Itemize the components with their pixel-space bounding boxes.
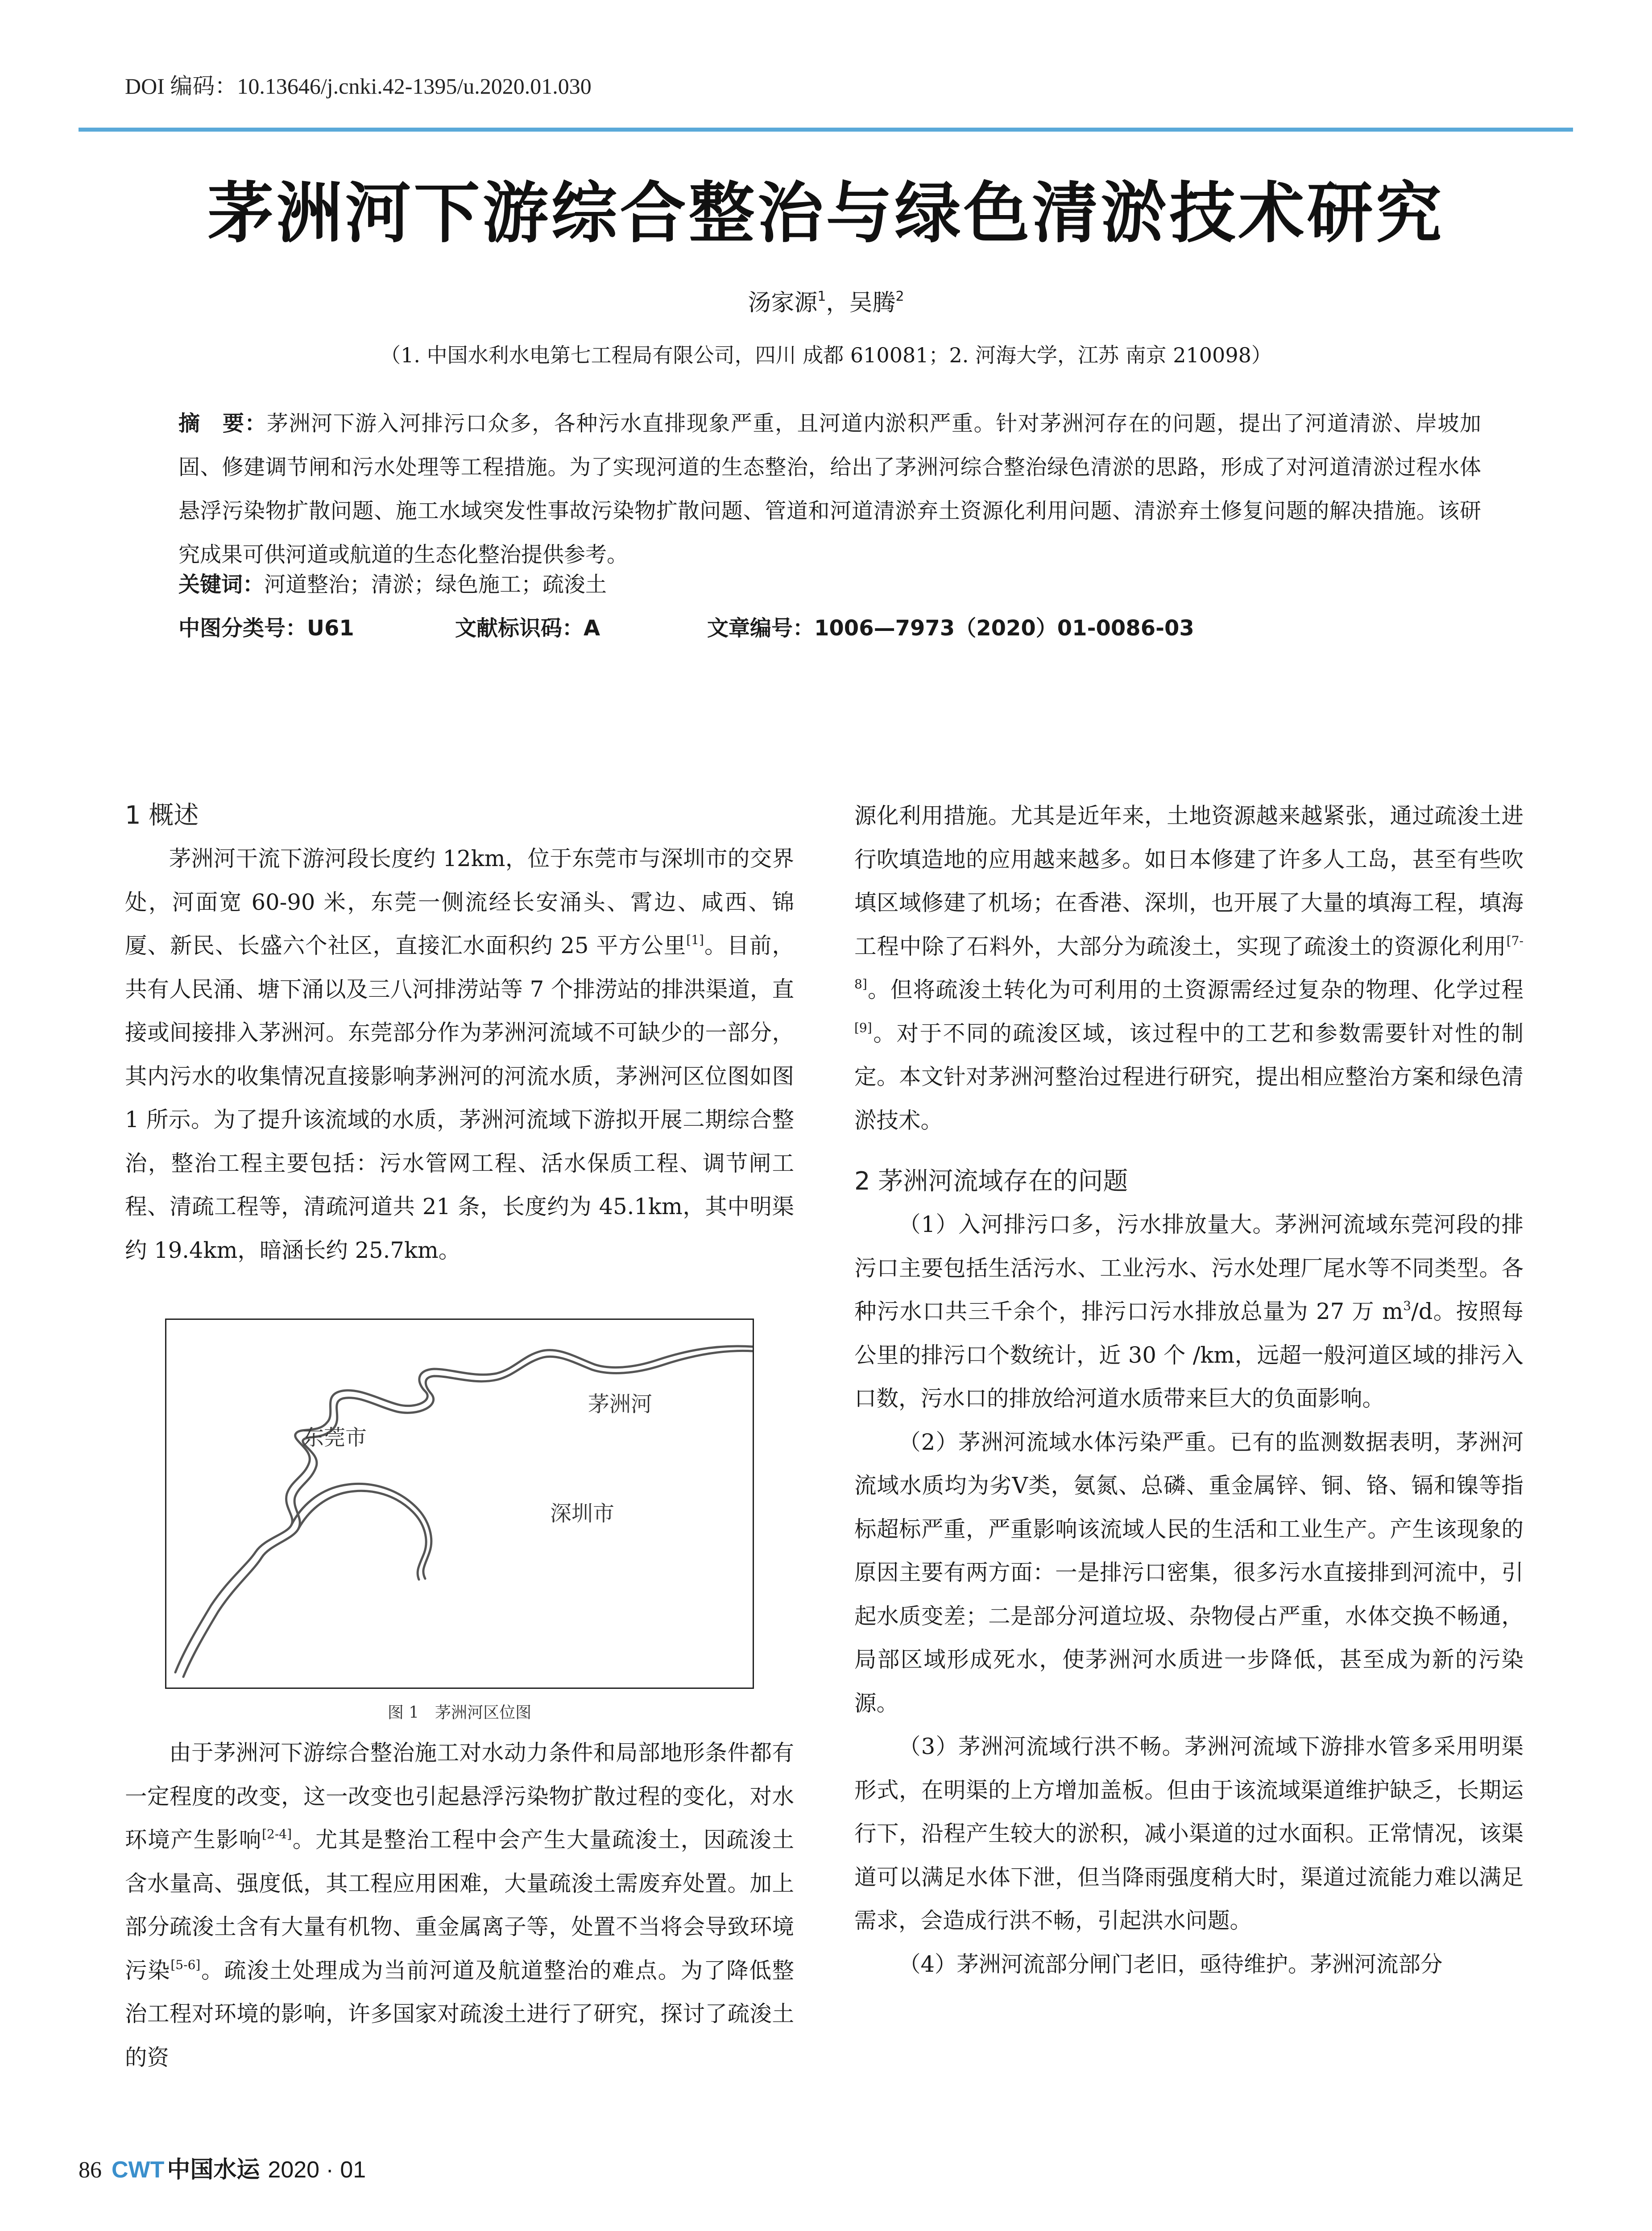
reference-mark: [1] [686,933,704,947]
paragraph-text: 由于茅洲河下游综合整治施工对水动力条件和局部地形条件都有一定程度的改变，这一改变也引起悬浮污染物扩散过程的变化，对水环境产生影响 [125,1740,794,1853]
paragraph-text: 源化利用措施。尤其是近年来，土地资源越来越紧张，通过疏浚土进行吹填造地的应用越来越多。如日本修建了许多人工岛，甚至有些吹填区域修建了机场；在香港、深圳，也开展了大量的填海工程，填海工程中除了石料外，大部分为疏浚土，实现了疏浚土的资源化利用 [854,803,1524,959]
author-line [0,284,1652,317]
keywords-text: 河道整治；清淤；绿色施工；疏浚土 [264,572,607,597]
paragraph-text: 。但将疏浚土转化为可利用的土资源需经过复杂的物理、化学过程 [867,977,1524,1003]
reference-mark: [5-6] [170,1957,201,1972]
keywords [178,571,1481,598]
paragraph-text: 。对于不同的疏浚区域，该过程中的工艺和参数需要针对性的制定。本文针对茅洲河整治过程进行研究，提出相应整治方案和绿色清淤技术。 [854,1020,1524,1133]
author-affil-mark: 1 [817,289,826,304]
superscript: 3 [1403,1298,1412,1313]
left-column-continued [125,1731,794,2079]
author-separator: ， [826,290,849,316]
reference-mark: [7-8] [854,933,1524,991]
paragraph-text: 。目前，共有人民涌、塘下涌以及三八河排涝站等 7 个排涝站的排洪渠道，直接或间接排入茅洲河。东莞部分作为茅洲河流域不可缺少的一部分，其内污水的收集情况直接影响茅洲河的河流水质，茅洲河区位图如图 1 所示。为了提升该流域的水质，茅洲河流域下游拟开展二期综合整治，整治工程主要包括：污水管网工程、活水保质工程、调节闸工程、清疏工程等，清疏河道共 21 条，长度约为 45.1km，其中明渠约 19.4km，暗涵长约 25.7km。 [125,933,794,1263]
paragraph-text: 茅洲河干流下游河段长度约 12km，位于东莞市与深圳市的交界处，河面宽 60-90 米，东莞一侧流经长安涌头、霄边、咸西、锦厦、新民、长盛六个社区，直接汇水面积约 25 平方公里 [125,846,794,958]
journal-brand-mark: CWT [112,2157,165,2183]
paragraph [125,1731,794,2079]
boundary-line [298,1491,426,1580]
map-label-shenzhen: 深圳市 [550,1501,615,1526]
reference-mark: [9] [854,1020,872,1035]
keywords-label: 关键词： [178,572,265,597]
paragraph [854,1203,1524,1421]
figure-location-map [165,1319,754,1689]
left-column [125,794,794,1272]
clc-number: 中图分类号：U61 [178,616,354,641]
map-label-dongguan: 东莞市 [302,1425,367,1450]
journal-issue: 2020 · 01 [268,2157,366,2183]
abstract-label: 摘 要： [178,411,267,436]
doi-line: DOI 编码：10.13646/j.cnki.42-1395/u.2020.01.030 [125,74,592,99]
page-number: 86 [79,2157,102,2183]
river-line [175,1346,753,1672]
figure-caption: 图 1 茅洲河区位图 [387,1704,532,1722]
author-name: 吴腾 [849,290,896,316]
journal-name: 中国水运 [167,2156,260,2183]
abstract [178,402,1481,576]
author-affil-mark: 2 [895,289,904,304]
right-column [854,794,1524,1986]
paragraph-text: /d。按照每公里的排污口个数统计，近 30 个 /km，远超一般河道区域的排污入口数，污水口的排放给河道水质带来巨大的负面影响。 [854,1298,1524,1411]
river-line [183,1351,753,1677]
paragraph-text: （1）入河排污口多，污水排放量大。茅洲河流域东莞河段的排污口主要包括生活污水、工业污水、污水处理厂尾水等不同类型。各种污水口共三千余个，排污口污水排放总量为 27 万 m [854,1211,1524,1324]
section-heading: 2 茅洲河流域存在的问题 [854,1167,1128,1196]
affiliation: （1. 中国水利水电第七工程局有限公司，四川 成都 610081；2. 河海大学，江苏 南京 210098） [380,343,1272,367]
paragraph: （3）茅洲河流域行洪不畅。茅洲河流域下游排水管多采用明渠形式，在明渠的上方增加盖板。但由于该流域渠道维护缺乏，长期运行下，沿程产生较大的淤积，减小渠道的过水面积。正常情况，该渠道可以满足水体下泄，但当降雨强度稍大时，渠道过流能力难以满足需求，会造成行洪不畅，引起洪水问题。 [854,1733,1524,1933]
boundary-line [291,1484,431,1579]
paragraph: （4）茅洲河流部分闸门老旧，亟待维护。茅洲河流部分 [898,1951,1443,1977]
author-name: 汤家源 [748,290,818,316]
paragraph-text: 。尤其是整治工程中会产生大量疏浚土，因疏浚土含水量高、强度低，其工程应用困难，大量疏浚土需废弃处置。加上部分疏浚土含有大量有机物、重金属离子等，处置不当将会导致环境污染 [125,1827,795,1983]
abstract-text: 茅洲河下游入河排污口众多，各种污水直排现象严重，且河道内淤积严重。针对茅洲河存在的问题，提出了河道清淤、岸坡加固、修建调节闸和污水处理等工程措施。为了实现河道的生态整治，给出了茅洲河综合整治绿色清淤的思路，形成了对河道清淤过程水体悬浮污染物扩散问题、施工水域突发性事故污染物扩散问题、管道和河道清淤弃土资源化利用问题、清淤弃土修复问题的解决措施。该研究成果可供河道或航道的生态化整治提供参考。 [178,411,1481,567]
map-label-river: 茅洲河 [588,1392,653,1417]
article-title: 茅洲河下游综合整治与绿色清淤技术研究 [207,174,1445,252]
header-rule [79,128,1573,132]
paragraph [125,837,794,1272]
document-code: 文献标识码：A [455,616,600,641]
reference-mark: [2-4] [262,1827,292,1841]
section-heading: 1 概述 [125,801,199,830]
paragraph [854,794,1524,1142]
page-footer [79,2151,366,2184]
location-map-drawing [166,1320,753,1688]
paragraph: （2）茅洲河流域水体污染严重。已有的监测数据表明，茅洲河流域水质均为劣Ⅴ类，氨氮、总磷、重金属锌、铜、铬、镉和镍等指标超标严重，严重影响该流域人民的生活和工业生产。产生该现象的原因主要有两方面：一是排污口密集，很多污水直接排到河流中，引起水质变差；二是部分河道垃圾、杂物侵占严重，水体交换不畅通，局部区域形成死水，使茅洲河水质进一步降低，甚至成为新的污染源。 [854,1429,1524,1716]
paragraph-text: 。疏浚土处理成为当前河道及航道整治的难点。为了降低整治工程对环境的影响，许多国家对疏浚土进行了研究，探讨了疏浚土的资 [125,1957,795,2070]
article-number: 文章编号：1006—7973（2020）01-0086-03 [707,616,1194,641]
